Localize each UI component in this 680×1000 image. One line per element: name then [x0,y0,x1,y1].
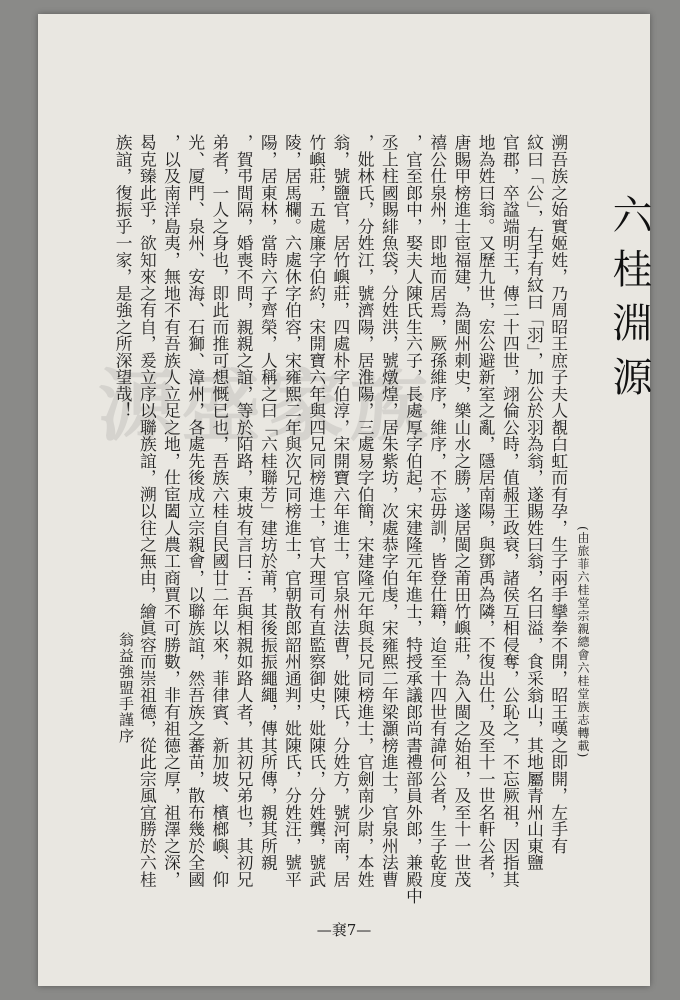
text-column: 禧公仕泉州，即地而居焉，厥孫維序，維序，不忘毋訓，皆登仕籍，迨至十四世有諱何公者，生子乾度 [427,134,448,888]
text-column: 紋曰「公」，右手有紋曰「羽」，加公於羽為翁，遂賜姓曰翁，名曰溢，食采翁山，其地屬青州山東鹽 [524,134,545,871]
watermark-text: 源盛家族 [98,361,435,452]
text-column: ，妣林氏，分姓江，號濟陽，居淮陽，三處易字伯簡，宋建隆元年與長兄同榜進士，官劍南少尉，本姓 [355,134,376,888]
text-column: 地為姓曰翁。又歷九世，宏公避新室之亂，隱居南陽，與鄧禹為隣，不復出仕，及至十一世名軒公者， [476,134,497,888]
source-note: (由旅菲六桂堂宗親總會六桂堂族志轉載) [576,526,590,759]
text-column: 陽，居東林，當時六子齊榮，人稱之曰「六桂聯芳」建坊於莆，其後振振繩繩，傳其所傳，親其所親 [258,134,279,871]
text-column: 弟者，一人之身也，即此而推可想慨已也，吾族六桂自民國廿二年以來，菲律賓、新加坡、檳榔嶼、仰 [209,134,230,888]
text-column: 官郡，卒諡端明王，傳二十四世，翊倫公時，值赧王政衰，諸侯互相侵奪，公恥之，不忘厥祖，因指其 [500,134,521,888]
text-column: 丞上柱國賜緋魚袋，分姓洪，號燉煌，居朱紫坊，次處恭字伯虔，宋雍熙二年梁灝榜進士，官泉州法曹 [379,134,400,888]
text-column: 光、厦門、泉州、安海、石獅、漳州，各處先後成立宗親會，以聯族誼，然吾族之蕃苗，散布幾於全國 [185,134,206,888]
text-column: 竹嶼莊，五處廉字伯約，宋開寶六年與四兄同榜進士，官大理司有直監察御史，妣陳氏，分姓龔，號武 [306,134,327,888]
page-title: 六桂淵源 [606,194,652,410]
text-column: ，賀弔間隔，婚喪不問，親親之誼，等於陌路，東坡有言曰：吾與相親如路人者，其初兄弟也，其初兄 [234,134,255,888]
text-column: 曷克臻此乎，欲知來之有自，爰立序以聯族誼，溯以往之無由，繪眞容而崇祖德，從此宗風宜勝於六桂 [137,134,158,888]
text-column: 陵，居馬欄。六處休字伯容，宋雍熙二年與次兄同榜進士，官朝散郎韶州通判，妣陳氏，分姓汪，號平 [282,134,303,888]
text-column: ，以及南洋島夷，無地不有吾族人立足之地，仕宦闔人農工商賈不可勝數，非有祖德之厚，祖澤之深， [161,134,182,888]
text-column: 族誼，復振乎一家，是強之所深望哉！ [113,134,134,419]
text-column: 唐賜甲榜進士宦福建，為閩州刺史，樂山水之勝，遂居閩之莆田竹嶼莊，為入閩之始祖，及至十一世茂 [451,134,472,888]
document-page [38,14,650,986]
author-signature: 翁益強盟手謹序 [117,632,135,744]
text-column: ，官至郎中，娶夫人陳氏生六子，長處厚字伯起，宋建隆元年進士，特授承議郎尚書禮部員外郎，兼殿中 [403,134,424,905]
text-column: 翁，號鹽官，居竹嶼莊，四處朴字伯淳，宋開寶六年進士，官泉州法曹，妣陳氏，分姓方，號河南，居 [330,134,351,888]
page-number: —㐮7— [316,921,372,939]
text-column: 溯吾族之始實姬姓，乃周昭王庶子夫人覩白虹而有孕，生子兩手攣拳不開，昭王嘆之即開，左手有 [548,134,569,854]
